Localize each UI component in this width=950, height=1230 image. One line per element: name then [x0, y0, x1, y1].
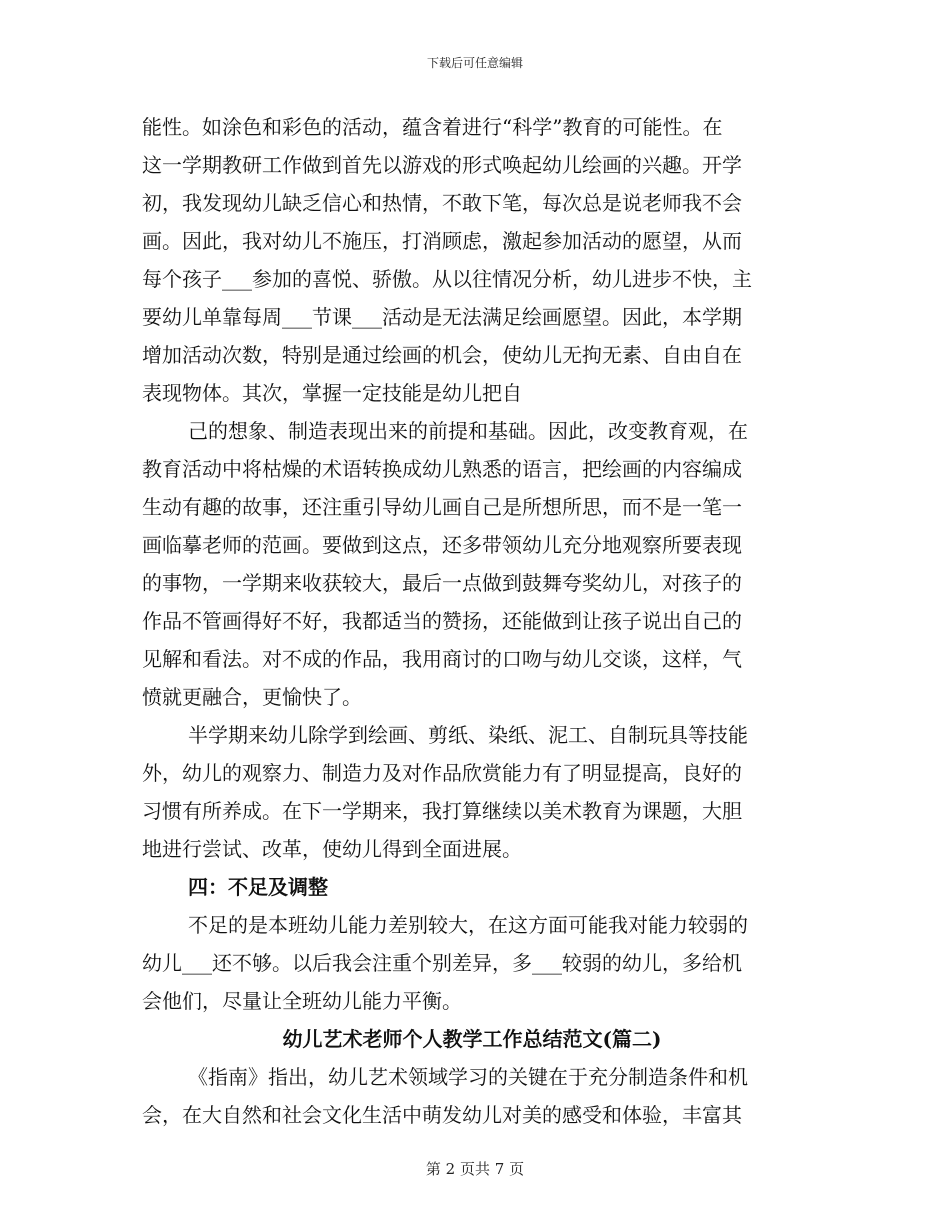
text-line: 画临摹老师的范画。要做到这点，还多带领幼儿充分地观察所要表现	[142, 533, 742, 557]
text-line: 教育活动中将枯燥的术语转换成幼儿熟悉的语言，把绘画的内容编成	[142, 457, 742, 481]
text-line: 生动有趣的故事，还注重引导幼儿画自己是所想所思，而不是一笔一	[142, 495, 742, 519]
text-line: 能性。如涂色和彩色的活动，蕴含着进行“科学”教育的可能性。在	[142, 115, 723, 139]
text-line: 地进行尝试、改革，使幼儿得到全面进展。	[142, 837, 522, 861]
text-line: 见解和看法。对不成的作品，我用商讨的口吻与幼儿交谈，这样，气	[142, 647, 742, 671]
text-line: 会他们，尽量让全班幼儿能力平衡。	[142, 989, 462, 1013]
text-line: 作品不管画得好不好，我都适当的赞扬，还能做到让孩子说出自己的	[142, 609, 742, 633]
text-line: 的事物，一学期来收获较大，最后一点做到鼓舞夸奖幼儿，对孩子的	[142, 571, 742, 595]
text-line: 增加活动次数，特别是通过绘画的机会，使幼儿无拘无素、自由自在	[142, 343, 742, 367]
text-line: 不足的是本班幼儿能力差别较大，在这方面可能我对能力较弱的	[188, 913, 748, 937]
page-footer: 第 2 页共 7 页	[425, 1160, 525, 1178]
text-line: 愤就更融合，更愉快了。	[142, 685, 362, 709]
text-line: 《指南》指出，幼儿艺术领域学习的关键在于充分制造条件和机	[188, 1065, 748, 1089]
text-line: 幼儿___还不够。以后我会注重个别差异，多___较弱的幼儿，多给机	[142, 951, 742, 975]
text-line: 表现物体。其次，掌握一定技能是幼儿把自	[142, 381, 522, 405]
document-body	[142, 108, 802, 1134]
page-header: 下载后可任意编辑	[426, 56, 523, 70]
text-line: 初，我发现幼儿缺乏信心和热情，不敢下笔，每次总是说老师我不会	[142, 191, 742, 215]
text-line: 这一学期教研工作做到首先以游戏的形式唤起幼儿绘画的兴趣。开学	[142, 153, 742, 177]
text-line: 习惯有所养成。在下一学期来，我打算继续以美术教育为课题，大胆	[142, 799, 742, 823]
section-heading: 四：不足及调整	[188, 875, 328, 899]
text-line: 要幼儿单靠每周___节课___活动是无法满足绘画愿望。因此，本学期	[142, 305, 742, 329]
text-line: 画。因此，我对幼儿不施压，打消顾虑，激起参加活动的愿望，从而	[142, 229, 742, 253]
text-line: 己的想象、制造表现出来的前提和基础。因此，改变教育观，在	[188, 419, 748, 443]
text-line: 外，幼儿的观察力、制造力及对作品欣赏能力有了明显提高，良好的	[142, 761, 742, 785]
article-title: 幼儿艺术老师个人教学工作总结范文(篇二)	[282, 1027, 662, 1051]
text-line: 会，在大自然和社会文化生活中萌发幼儿对美的感受和体验，丰富其	[142, 1103, 742, 1127]
text-line: 每个孩子___参加的喜悦、骄傲。从以往情况分析，幼儿进步不快，主	[142, 267, 752, 291]
text-line: 半学期来幼儿除学到绘画、剪纸、染纸、泥工、自制玩具等技能	[188, 723, 748, 747]
